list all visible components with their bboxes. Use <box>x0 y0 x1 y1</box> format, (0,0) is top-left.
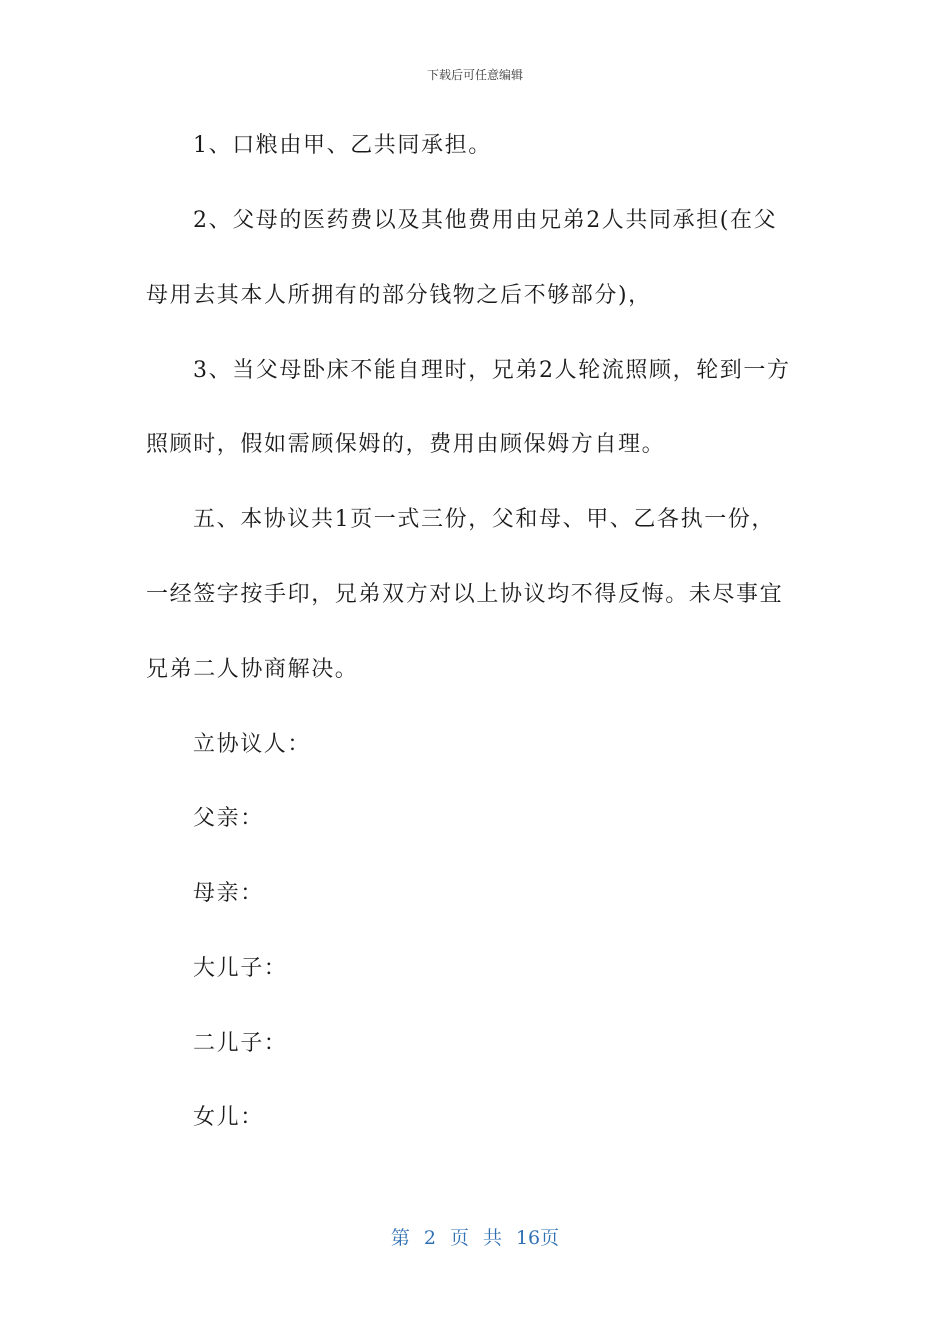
paragraph-line-5: 照顾时，假如需顾保姆的，费用由顾保姆方自理。 <box>146 432 666 457</box>
footer-current-page: 2 <box>423 1227 436 1249</box>
signatory-heading: 立协议人： <box>193 732 312 757</box>
footer-total-pages: 16 <box>515 1227 541 1249</box>
footer-prefix: 第 <box>390 1227 410 1249</box>
paragraph-line-7: 一经签字按手印，兄弟双方对以上协议均不得反悔。未尽事宜 <box>146 582 784 607</box>
paragraph-line-3: 母用去其本人所拥有的部分钱物之后不够部分)， <box>146 283 652 308</box>
page-number-footer <box>0 1225 950 1251</box>
page-header-note: 下载后可任意编辑 <box>426 68 523 82</box>
paragraph-line-2: 2、父母的医药费以及其他费用由兄弟2人共同承担(在父 <box>193 208 778 233</box>
signatory-father: 父亲： <box>193 806 264 831</box>
paragraph-line-8: 兄弟二人协商解决。 <box>146 657 359 682</box>
signatory-second-son: 二儿子： <box>193 1031 288 1056</box>
footer-total-suffix: 页 <box>540 1227 560 1249</box>
paragraph-line-1: 1、口粮由甲、乙共同承担。 <box>193 133 492 158</box>
paragraph-line-4: 3、当父母卧床不能自理时，兄弟2人轮流照顾，轮到一方 <box>193 358 791 383</box>
signatory-elder-son: 大儿子： <box>193 956 288 981</box>
signatory-mother: 母亲： <box>193 881 264 906</box>
signatory-daughter: 女儿： <box>193 1105 264 1130</box>
paragraph-line-6: 五、本协议共1页一式三份，父和母、甲、乙各执一份， <box>193 507 775 532</box>
footer-page-word: 页 <box>449 1227 469 1249</box>
footer-total-prefix: 共 <box>482 1227 502 1249</box>
